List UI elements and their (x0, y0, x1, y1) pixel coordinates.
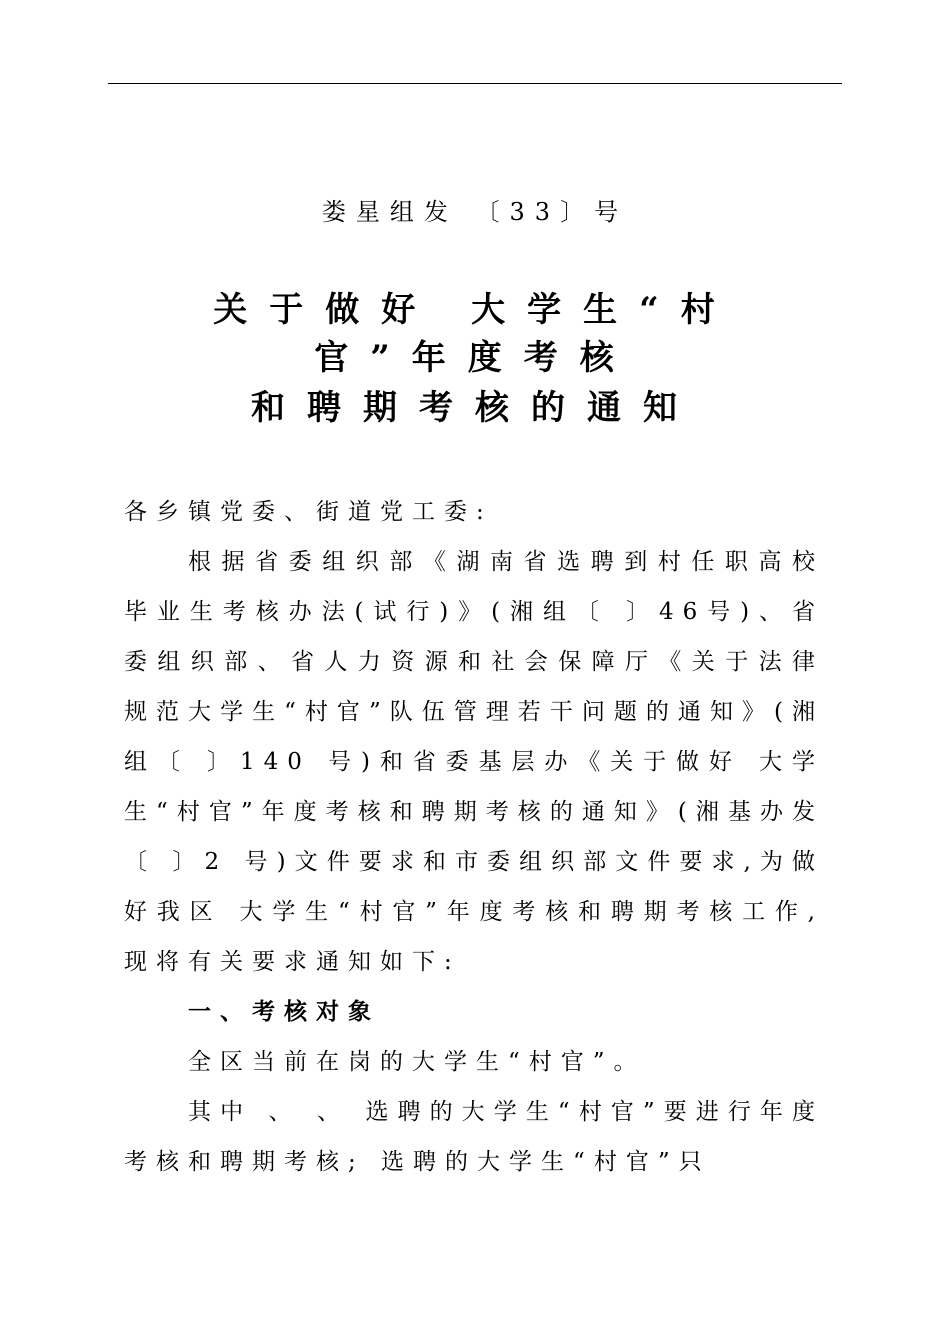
header-rule (108, 83, 842, 84)
paragraph-intro: 根据省委组织部《湖南省选聘到村任职高校毕业生考核办法(试行)》(湘组〔 〕46号)、省委组织部、省人力资源和社会保障厅《关于法律规范大学生“村官”队伍管理若干问题的通知》(湘组〔 〕140 号)和省委基层办《关于做好 大学生“村官”年度考核和聘期考核的通知》(湘基办发〔 〕2 号)文件要求和市委组织部文件要求,为做好我区 大学生“村官”年度考核和聘期考核工作,现将有关要求通知如下: (124, 549, 824, 975)
paragraph-details: 其中 、 、 选聘的大学生“村官”要进行年度考核和聘期考核; 选聘的大学生“村官”只 (124, 1099, 824, 1175)
title-line-3: 和聘期考核的通知 (251, 388, 699, 428)
document-body (124, 487, 824, 1187)
section-heading-1: 一、考核对象 (188, 998, 380, 1025)
document-number: 娄星组发 〔33〕号 (321, 198, 629, 226)
title-line-1: 关于做好 大学生“村 (213, 290, 737, 330)
title-line-2: 官”年度考核 (314, 338, 636, 378)
addressee: 各乡镇党委、街道党工委: (124, 499, 493, 525)
paragraph-scope: 全区当前在岗的大学生“村官”。 (188, 1049, 646, 1075)
